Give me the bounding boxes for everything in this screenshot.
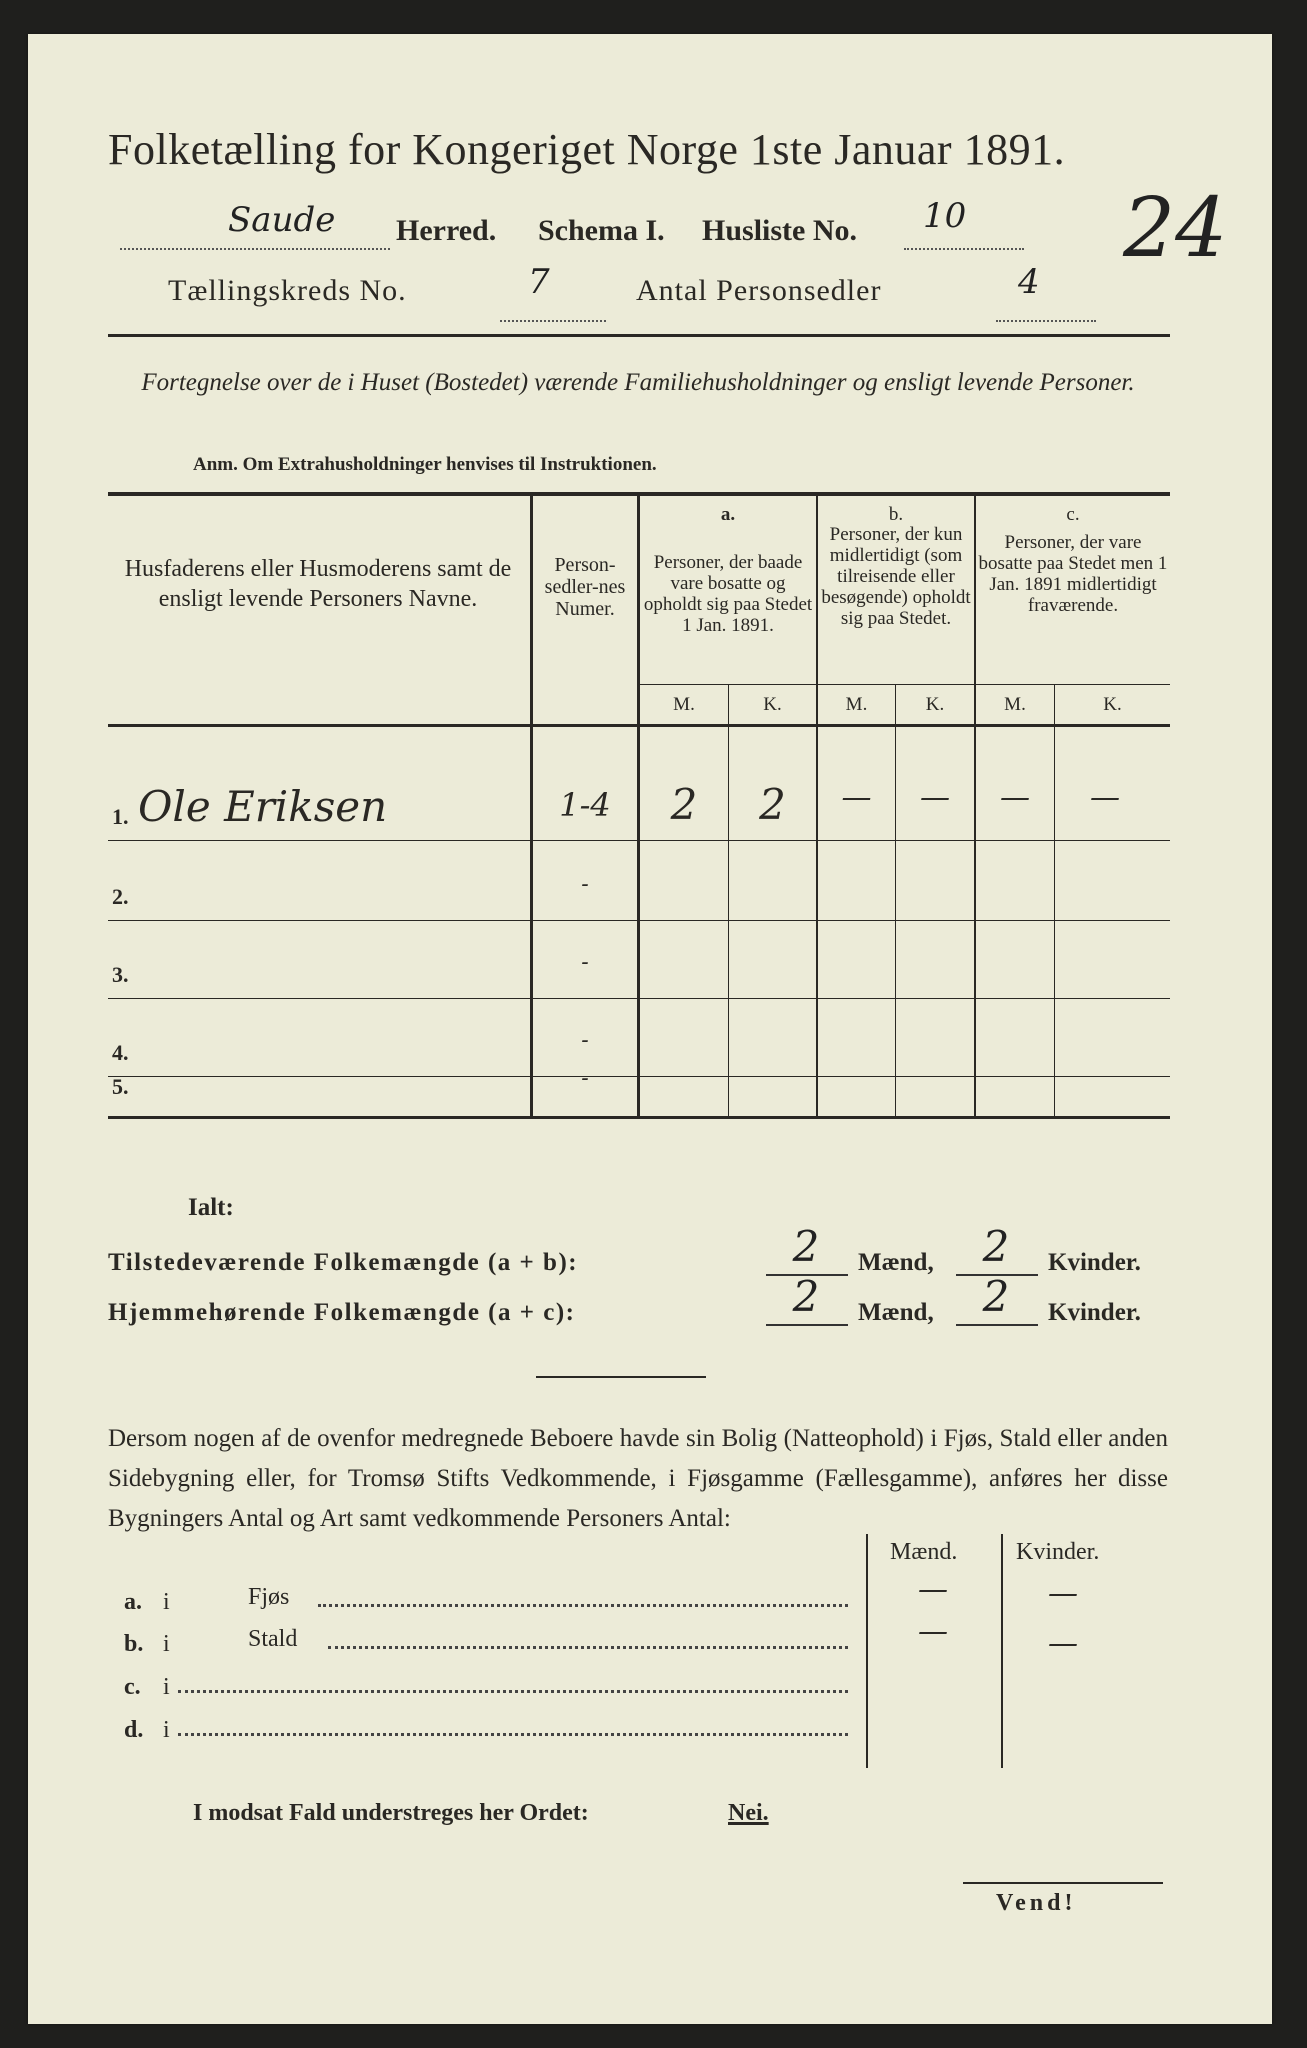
personsedler-value: 4 [1018, 262, 1040, 302]
building-a-m: — [918, 1572, 948, 1607]
row-line-3 [108, 998, 1170, 999]
kreds-value: 7 [528, 262, 550, 302]
kreds-line [500, 280, 606, 322]
modsat-text: I modsat Fald understreges her Ordet: [193, 1800, 589, 1826]
row-1-a-m: 2 [670, 780, 698, 829]
building-b-k: — [1048, 1626, 1078, 1661]
nei-word: Nei. [728, 1800, 769, 1826]
building-b-dots [328, 1646, 848, 1649]
building-a-k: — [1048, 1576, 1078, 1611]
building-d-prep: i [163, 1717, 170, 1743]
col-divider-c-mk [1054, 684, 1055, 1118]
hjemme-maend: Mænd, [858, 1299, 934, 1326]
header-c-m: M. [1004, 694, 1026, 715]
row-4-numer: - [581, 1028, 589, 1053]
husliste-label: Husliste No. [702, 214, 858, 247]
corner-number: 24 [1123, 181, 1228, 276]
vend-label: Vend! [996, 1890, 1077, 1916]
header-rule [108, 334, 1170, 337]
building-a-name: Fjøs [248, 1584, 290, 1610]
building-a-letter: a. [124, 1589, 142, 1615]
anm-note: Anm. Om Extrahusholdninger henvises til Instruktionen. [193, 454, 657, 475]
row-line-2 [108, 920, 1170, 921]
building-b-letter: b. [124, 1631, 144, 1657]
header-b-k: K. [925, 694, 945, 715]
herred-label: Herred. [396, 214, 497, 247]
tilstede-kvinder: Kvinder. [1048, 1249, 1141, 1276]
row-line-4 [108, 1076, 1170, 1077]
intro-text: Fortegnelse over de i Huset (Bostedet) værende Familiehusholdninger og ensligt levende Personer. [141, 369, 1135, 396]
row-5-number: 5. [112, 1074, 129, 1099]
header-a-k: K. [763, 694, 782, 715]
tilstede-m-value: 2 [792, 1222, 820, 1271]
row-2-numer: - [581, 872, 589, 897]
building-c-prep: i [163, 1674, 170, 1700]
row-5-numer: - [581, 1066, 589, 1091]
row-4-number: 4. [112, 1040, 129, 1065]
header-name: Husfaderens eller Husmoderens samt de ensligt levende Personers Navne. [124, 556, 512, 612]
row-1-number: 1. [112, 804, 129, 829]
row-1-b-m: — [841, 780, 872, 815]
header-numer: Person-sedler-nes Numer. [544, 554, 626, 620]
col-divider-b-mk [895, 684, 896, 1118]
buildings-col-divider-2 [1001, 1534, 1003, 1768]
tilstede-maend: Mænd, [858, 1249, 934, 1276]
section-divider [536, 1376, 706, 1378]
building-b-m: — [918, 1614, 948, 1649]
building-a-prep: i [163, 1589, 170, 1615]
row-3-number: 3. [112, 962, 129, 987]
building-c-dots [178, 1690, 848, 1693]
header-b: Personer, der kun midlertidigt (som tilreisende eller besøgende) opholdt sig paa Stedet. [821, 524, 971, 629]
row-1-numer: 1-4 [559, 786, 611, 824]
personsedler-line [996, 280, 1096, 322]
row-1-name: Ole Eriksen [138, 782, 388, 831]
row-2-number: 2. [112, 884, 129, 909]
header-c-letter: c. [1066, 504, 1080, 525]
buildings-header-kvinder: Kvinder. [1016, 1539, 1100, 1565]
building-b-name: Stald [248, 1626, 298, 1652]
buildings-paragraph: Dersom nogen af de ovenfor medregnede Beboere havde sin Bolig (Natteophold) i Fjøs, Stald eller anden Sidebygning eller, for Tromsø Stifts Vedkommende, i Fjøsgamme (Fællesgamme), anføres her disse Bygningers Antal og Art samt vedkommende Personers Antal: [108, 1425, 1168, 1532]
husliste-value: 10 [923, 196, 967, 236]
building-a-dots [318, 1604, 848, 1607]
vend-rule [963, 1882, 1163, 1884]
tilstede-k-value: 2 [982, 1222, 1010, 1271]
row-1-b-k: — [920, 780, 950, 815]
row-1-a-k: 2 [759, 780, 786, 829]
hjemme-kvinder: Kvinder. [1048, 1299, 1141, 1326]
buildings-header-maend: Mænd. [890, 1539, 958, 1565]
header-c: Personer, der vare bosatte paa Stedet men 1 Jan. 1891 midlertidigt fraværende. [978, 532, 1168, 616]
row-line-1 [108, 840, 1170, 841]
hjemme-label: Hjemmehørende Folkemængde (a + c): [108, 1299, 576, 1326]
col-divider-a-mk [728, 684, 729, 1118]
kreds-label: Tællingskreds No. [168, 274, 407, 307]
hjemme-k-value: 2 [982, 1272, 1010, 1321]
header-b-letter: b. [888, 504, 904, 525]
mk-rule [638, 684, 1170, 685]
header-b-m: M. [845, 694, 868, 715]
hjemme-m-value: 2 [792, 1272, 820, 1321]
herred-value: Saude [228, 200, 336, 240]
building-c-letter: c. [124, 1674, 141, 1700]
header-c-k: K. [1103, 694, 1122, 715]
header-a-m: M. [673, 694, 695, 715]
row-1-c-m: — [1000, 780, 1030, 815]
tilstede-label: Tilstedeværende Folkemængde (a + b): [108, 1249, 579, 1276]
schema-label: Schema I. [538, 214, 665, 247]
form-title: Folketælling for Kongeriget Norge 1ste Januar 1891. [108, 125, 1066, 174]
ialt-label: Ialt: [188, 1194, 234, 1221]
census-form-sheet [28, 34, 1272, 2024]
buildings-col-divider-1 [866, 1534, 868, 1768]
row-1-c-k: — [1090, 780, 1120, 815]
row-3-numer: - [581, 950, 589, 975]
personsedler-label: Antal Personsedler [636, 274, 882, 307]
header-a-letter: a. [720, 504, 736, 525]
header-a: Personer, der baade vare bosatte og opholdt sig paa Stedet 1 Jan. 1891. [643, 552, 813, 636]
building-d-letter: d. [124, 1717, 144, 1743]
building-d-dots [178, 1733, 848, 1736]
building-b-prep: i [163, 1631, 170, 1657]
